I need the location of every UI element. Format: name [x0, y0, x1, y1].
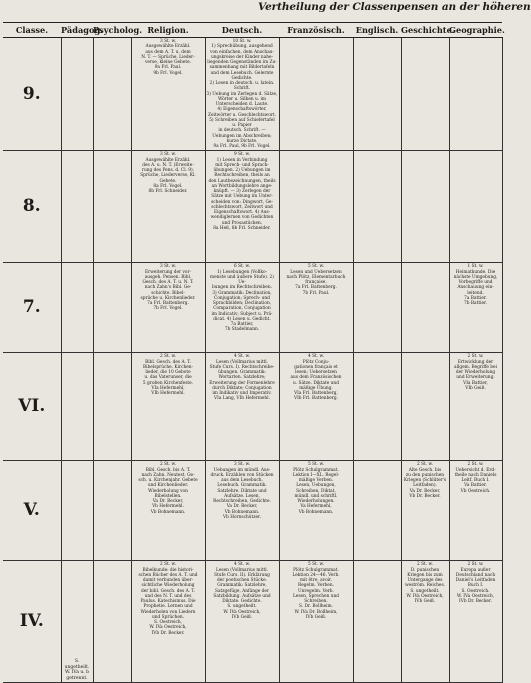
cell-englisch	[353, 151, 401, 263]
cell-paedagogik	[61, 151, 93, 263]
cell-religion: 2 St. w. Bibl. Gesch. bis A. T. nach Zahn. Neutest. Ge- sch. u. Kirchenjahr. Gebete und Kirchenlieder. Wiederholung von Bibelstellen. Va Dr. Becker, Vb Hefermehl. Vb Bohnemann.	[131, 461, 205, 561]
cell-paedagogik: S. ungetheilt. W. IVa u. b getrennt.	[61, 561, 93, 683]
cell-geographie: 1 St. w. Heimatkunde. Die nächste Umgebung, Vorbegriffe und Anschauung ein- leitend. 7a Battier. 7b Battier.	[449, 263, 502, 353]
cell-englisch	[353, 38, 401, 151]
col-header-deutsch: Deutsch.	[205, 23, 279, 38]
header-row	[3, 23, 502, 38]
cell-deutsch: 4 St. w. Lesen (Vollmarius mittl. Stufe Curs. II). Erklärung der poetischen Stücke. Grammatik: Satzlehre, Satzgefüge, Anfänge der Satzbildung. Aufsätze und Diktate. Gedichte. S. ungetheilt. W. IVa Oestreich, IVb Geiß.	[205, 561, 279, 683]
cell-deutsch: 9 St. w. 1) Lesen in Verbindung mit Sprech- und Sprach- übungen. 2) Uebungen im Rechtschreiben, theils an den Lautbezeichnungen, theils an Wortbildungslehre ange- knüpft. — 3) Zerlegen der Sätze mit Uebung im Unter- scheiden von: Dingwort, Ge- schlechtswort, Zeitwort und Eigenschaftswort. 4) Aus- wendiglernen von Gedichten und Prosastücken. 8a Heß, 8b Frl. Schneider.	[205, 151, 279, 263]
cell-geographie: 2 St. w. Ertwicklung der allgem. Begriffe bei der Wiederholung und Erweiterung. VIa Battier, VIb Geiß.	[449, 353, 502, 461]
table-row	[3, 461, 502, 561]
cell-psychologie	[93, 353, 131, 461]
class-label: VI.	[3, 353, 61, 461]
page-title: Vertheilung der Classenpensen an der höheren	[258, 1, 531, 13]
cell-geschichte	[401, 38, 449, 151]
class-label: V.	[3, 461, 61, 561]
curriculum-table	[3, 22, 503, 683]
class-label: 9.	[3, 38, 61, 151]
cell-geschichte	[401, 353, 449, 461]
table-row	[3, 561, 502, 683]
table-row	[3, 151, 502, 263]
cell-franzoesisch: 5 St. w. Lesen und Uebersetzen nach Plötz, Elementarbuch française. 7a Frl. Battenberg. 7b Frl. Paul.	[279, 263, 353, 353]
cell-englisch	[353, 561, 401, 683]
cell-geschichte: 2 St. w. Alte Gesch. bis zu den punischen Kriegen (Schlüter's Leitfaden). Va Dr. Becker, Vb Dr. Becker.	[401, 461, 449, 561]
cell-franzoesisch: 5 St. w. Plötz Schulgrammat. Lektion 24—46. Verb. mit être, avoir. Regelm. Verben. Unregelm. Verb. Lesen, Sprechen und Schreiben. S. Dr. Bollheim. W. IVa Dr. Bollheim, IVb Geiß.	[279, 561, 353, 683]
cell-geographie: 2 St. w. Uebersicht d. Erd- theile nach Daniels Leitf. Buch I. Va Battier. Vb Oestreich.	[449, 461, 502, 561]
col-header-franzoesisch: Französisch.	[279, 23, 353, 38]
col-header-psychologie: Psycholog.	[93, 23, 131, 38]
cell-paedagogik	[61, 353, 93, 461]
cell-religion: 3 St. w. Ausgewählte Erzähl. aus dem A. T. u. dem N. T. — Sprüche, Lieder- verse, kleine Gebete. 9a Frl. Paul. 9b Frl. Vogel.	[131, 38, 205, 151]
class-label: 7.	[3, 263, 61, 353]
cell-deutsch: 4 St. w. Lesen (Vollmarius mittl. Stufe Curs. I). Rechtschreibe- übungen. Grammatik: Wortarten. Satzlehre; Erweiterung der Formenlehre durch Diktate; Conjugation im Indikativ und Imperativ. VIa Lang, VIb Hefermehl.	[205, 353, 279, 461]
cell-paedagogik	[61, 263, 93, 353]
cell-paedagogik	[61, 38, 93, 151]
table-row	[3, 263, 502, 353]
cell-paedagogik	[61, 461, 93, 561]
cell-religion: 2 St. w. Bibelkunde: die histori- schen Bücher des A. T. und damit verbunden über- sichtliche Wiederholung der bibl. Gesch. des A. T. und des N. T. und des Paulus. Katechismus. Die Prophetie. Lernen und Wiederholen von Liedern und Sprüchen. S. Oestreich, W. IVa Oestreich, IVb Dr. Becker.	[131, 561, 205, 683]
cell-deutsch: 10 St. w. 1) Sprechübung, ausgehend von einfachen, dem Anschau- ungskreise der Kinder nahe- liegenden Gegenständen im Zu- sammenhang mit Bildertafeln und dem Lesebuch. Gelernte Gedichte. 2) Lesen in deutsch. u. latein. Schrift. 3) Uebung im Zerlegen d. Sätze, Wörter u. Silben u. im Unterscheiden d. Laute. 4) Eigenschaftswörter, Zeitwörter u. Geschlechtswort. 5) Schreiben auf Schiefertafel u. Papier in deutsch. Schrift. — Uebungen im Abschreiben; kurze Dictate. 9a Frl. Paul, 9b Frl. Vogel.	[206, 39, 278, 149]
cell-franzoesisch	[279, 38, 353, 151]
cell-religion: 3 St. w. Erweiterung der vor- ausgeh. Pensen. Bibl. Gesch. des A. T. u. N. T. nach Zahn's Bibl. Ge- schichte. Bibel- sprüche u. Kirchenlieder. 7a Frl. Battenberg. 7b Frl. Vogel.	[131, 263, 205, 353]
cell-psychologie	[93, 263, 131, 353]
col-header-geographie: Geographie.	[449, 23, 502, 38]
cell-religion: 2 St. w. Bibl. Gesch. des A. T. Bibelsprüche. Kirchen- lieder, die 10 Gebote u. das Vaterunser, die 5 großen Kirchenfeste. VIa Hefermehl, VIb Hefermehl.	[131, 353, 205, 461]
col-header-geschichte: Geschichte.	[401, 23, 449, 38]
cell-geschichte	[401, 263, 449, 353]
cell-deutsch: 6 St. w. 1) Lesebungen (Vollko- menste und äußere Stufe). 2) Ue- bungen im Rechtschreiben. 3) Grammatik: Declination, Conjugation; Sprech- und Sprachbilden; Declination, Comparation, Conjugation im Indicativ; Subject u. Prä- dicat. 4) Lesen u. Gedicht. 7a Battier, 7b Stadelmann.	[205, 263, 279, 353]
cell-franzoesisch: 4 St. w. Plötz Conju- gationen français et lesen; Uebersetzen aus dem Französischen u. Sätze. Diktate und mäßige Übung. VIa Frl. Battenberg, VIb Frl. Battenberg.	[279, 353, 353, 461]
col-header-paedagogik: Pädagog.	[61, 23, 93, 38]
table-row	[3, 38, 502, 151]
cell-religion: 3 St. w. Ausgewählte Erzähl. des A. u. N. T. (Erweite- rung des Pens. d. Cl. 9). Sprüche, Liederverse, Kl. Gebete. 8a Frl. Vogel. 8b Frl. Schneider.	[131, 151, 205, 263]
cell-franzoesisch	[279, 151, 353, 263]
table-row	[3, 353, 502, 461]
cell-geschichte: 2 St. w. D. punischen Kriegen bis zum Untergange des weström. Reiches. S. ungetheilt. W. IVa Oestreich, IVb Geiß.	[401, 561, 449, 683]
col-header-englisch: Englisch.	[353, 23, 401, 38]
cell-psychologie	[93, 561, 131, 683]
col-header-classe: Classe.	[3, 23, 61, 38]
class-label: IV.	[3, 561, 61, 683]
cell-psychologie	[93, 38, 131, 151]
cell-geographie	[449, 151, 502, 263]
cell-geographie: 2 St. w. Europa außer Deutschland nach Daniel's Leitfaden Buch I. S. Oestreich. W. IVa Oestreich, IVb Dr. Becker.	[449, 561, 502, 683]
cell-englisch	[353, 263, 401, 353]
cell-deutsch: 3 St. w. Uebungen im mündl. Aus- druck. Erzählen von Stücken aus dem Lesebuch. Lesebuch. Grammatik. Satzlehre. Diktate und Aufsätze. Lesen, Rechtschreiben, Gedichte. Va Dr. Becker, Vb Bohnemann. Vb Hornschützer.	[205, 461, 279, 561]
cell-englisch	[353, 353, 401, 461]
cell-geographie	[449, 38, 502, 151]
cell-franzoesisch: 5 St. w. Plötz Schulgrammat. Lektion I—XL. Regel- mäßige Verben. Lesen, Uebungen, Schreiben, Diktat, mündl. und schriftl. Wiederholungen. Va Hefermehl, Vb Bohnemann.	[279, 461, 353, 561]
class-label: 8.	[3, 151, 61, 263]
cell-psychologie	[93, 461, 131, 561]
cell-englisch	[353, 461, 401, 561]
col-header-religion: Religion.	[131, 23, 205, 38]
cell-psychologie	[93, 151, 131, 263]
cell-geschichte	[401, 151, 449, 263]
